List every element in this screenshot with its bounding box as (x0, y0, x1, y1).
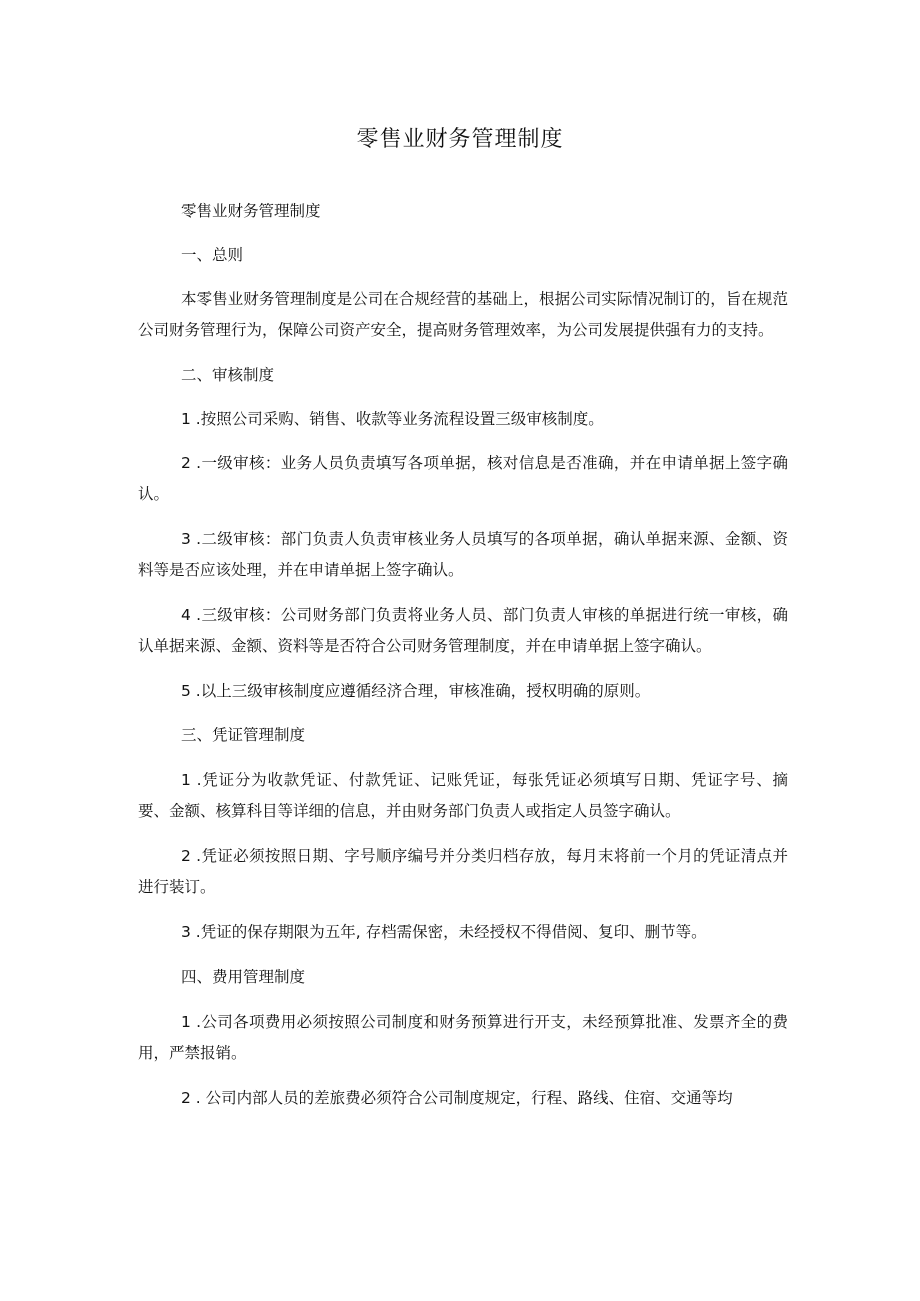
document-subtitle: 零售业财务管理制度 (181, 202, 321, 220)
paragraph: 本零售业财务管理制度是公司在合规经营的基础上，根据公司实际情况制订的，旨在规范公司财务管理行为，保障公司资产安全，提高财务管理效率，为公司发展提供强有力的支持。 (138, 290, 788, 339)
paragraph: 2 .一级审核：业务人员负责填写各项单据，核对信息是否准确，并在申请单据上签字确认。 (138, 454, 788, 503)
paragraph: 3 .凭证的保存期限为五年, 存档需保密，未经授权不得借阅、复印、删节等。 (181, 923, 707, 941)
paragraph: 5 .以上三级审核制度应遵循经济合理，审核准确，授权明确的原则。 (181, 682, 651, 700)
paragraph: 1 .按照公司采购、销售、收款等业务流程设置三级审核制度。 (181, 410, 604, 428)
paragraph: 1 .凭证分为收款凭证、付款凭证、记账凭证，每张凭证必须填写日期、凭证字号、摘要、金额、核算科目等详细的信息，并由财务部门负责人或指定人员签字确认。 (138, 771, 788, 820)
paragraph: 4 .三级审核：公司财务部门负责将业务人员、部门负责人审核的单据进行统一审核，确认单据来源、金额、资料等是否符合公司财务管理制度，并在申请单据上签字确认。 (138, 606, 788, 655)
section-heading: 三、凭证管理制度 (181, 726, 306, 744)
paragraph: 1 .公司各项费用必须按照公司制度和财务预算进行开支，未经预算批准、发票齐全的费用，严禁报销。 (138, 1013, 788, 1062)
paragraph: 3 .二级审核：部门负责人负责审核业务人员填写的各项单据，确认单据来源、金额、资料等是否应该处理，并在申请单据上签字确认。 (138, 530, 788, 579)
section-heading: 二、审核制度 (181, 366, 275, 384)
document-body (138, 196, 788, 1114)
section-heading: 一、总则 (181, 246, 244, 264)
paragraph: 2 .凭证必须按照日期、字号顺序编号并分类归档存放，每月末将前一个月的凭证清点并进行装订。 (138, 847, 788, 896)
paragraph: 2 . 公司内部人员的差旅费必须符合公司制度规定，行程、路线、住宿、交通等均 (181, 1089, 733, 1107)
section-heading: 四、费用管理制度 (181, 968, 306, 986)
page-title: 零售业财务管理制度 (356, 127, 564, 152)
